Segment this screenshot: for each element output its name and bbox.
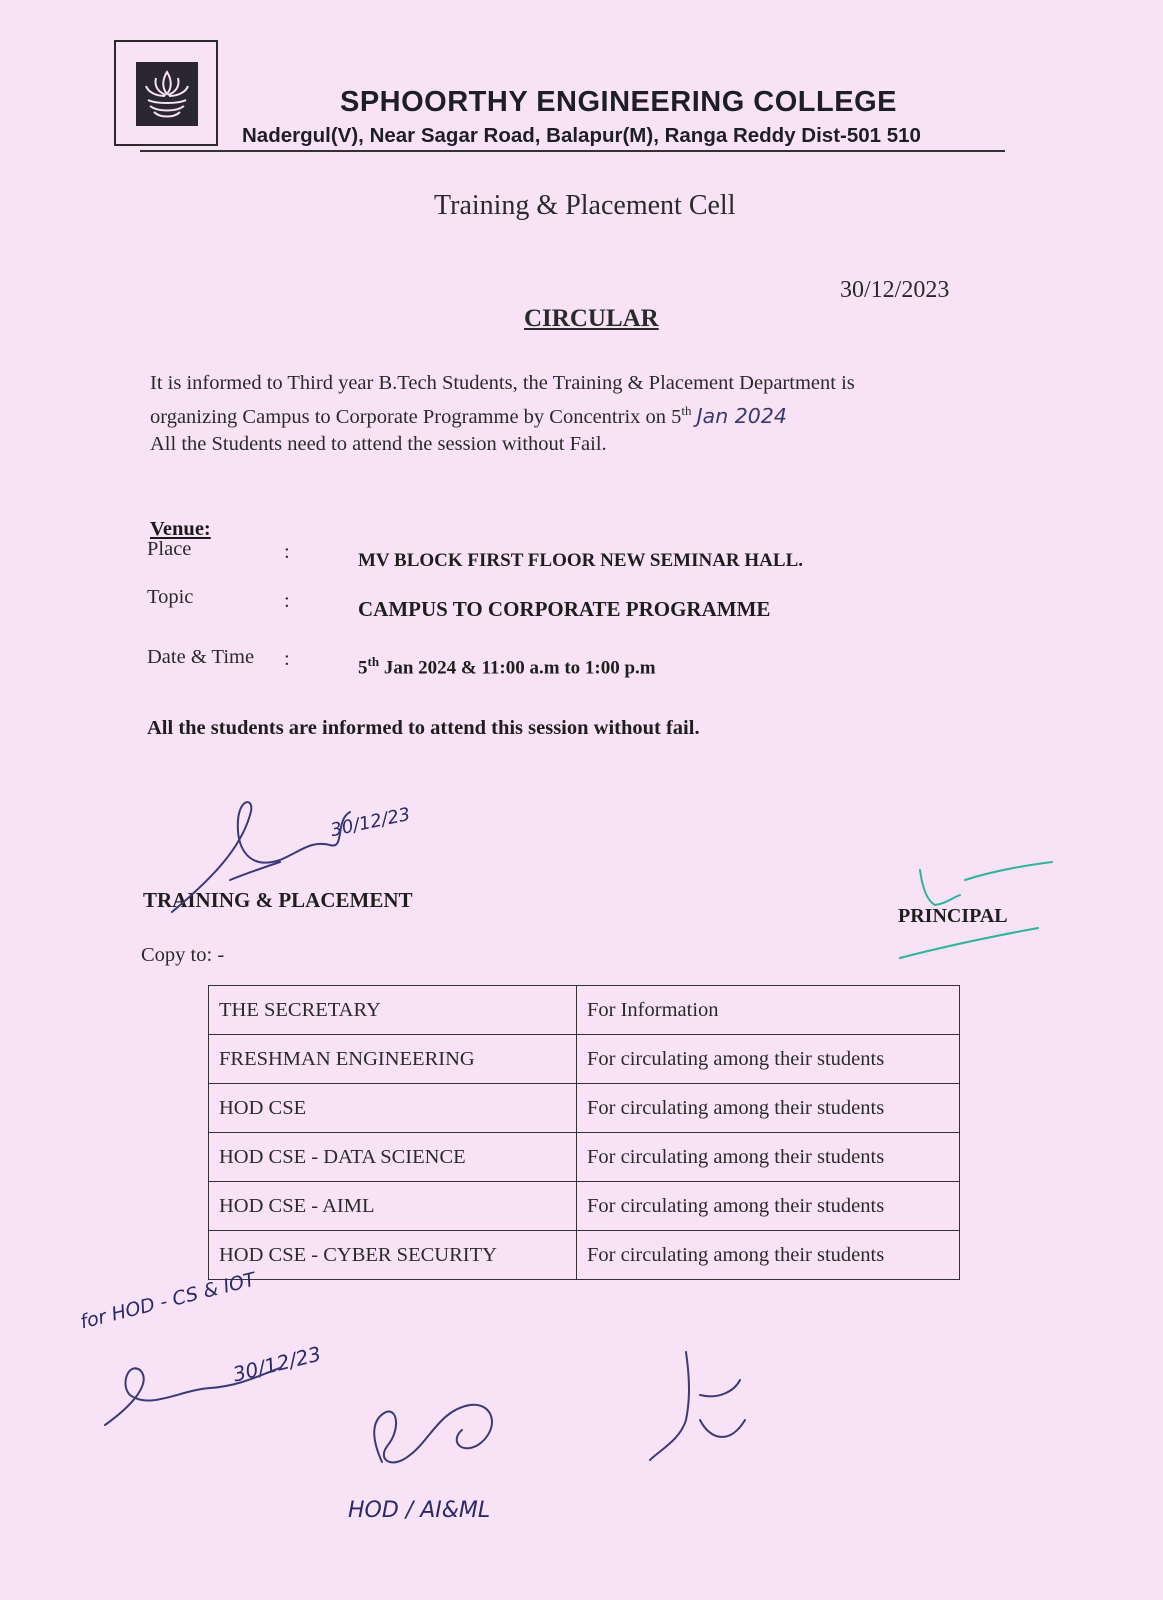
recipient-cell: FRESHMAN ENGINEERING [209, 1035, 577, 1084]
body-line-2-sup: th [681, 403, 692, 418]
purpose-cell: For circulating among their students [577, 1084, 960, 1133]
body-handwritten-date: Jan 2024 [696, 403, 787, 428]
purpose-cell: For Information [577, 986, 960, 1035]
purpose-cell: For circulating among their students [577, 1182, 960, 1231]
recipient-cell: THE SECRETARY [209, 986, 577, 1035]
dept-signature-date: 30/12/23 [328, 803, 413, 842]
recipient-cell: HOD CSE [209, 1084, 577, 1133]
purpose-cell: For circulating among their students [577, 1133, 960, 1182]
place-value: MV BLOCK FIRST FLOOR NEW SEMINAR HALL. [358, 550, 803, 571]
datetime-day: 5 [358, 657, 368, 679]
topic-value: CAMPUS TO CORPORATE PROGRAMME [358, 597, 771, 621]
principal-signatory: PRINCIPAL [898, 905, 1008, 927]
place-colon: : [284, 541, 290, 563]
datetime-rest: Jan 2024 & 11:00 a.m to 1:00 p.m [379, 657, 656, 679]
cell-title: Training & Placement Cell [434, 190, 736, 221]
body-line-2-text: organizing Campus to Corporate Programme by Concentrix on 5 [150, 405, 682, 428]
purpose-cell: For circulating among their students [577, 1035, 960, 1084]
body-line-3: All the Students need to attend the session without Fail. [150, 432, 607, 455]
recipient-cell: HOD CSE - DATA SCIENCE [209, 1133, 577, 1182]
closing-note: All the students are informed to attend this session without fail. [147, 717, 700, 739]
hod-cs-iot-note: for HOD - CS & IOT [78, 1268, 258, 1334]
college-name: SPHOORTHY ENGINEERING COLLEGE [340, 86, 897, 118]
topic-colon: : [284, 590, 290, 612]
circular-title: CIRCULAR [524, 305, 659, 332]
body-line-1: It is informed to Third year B.Tech Students, the Training & Placement Department is [150, 372, 855, 394]
place-label: Place [147, 538, 192, 560]
training-placement-signatory: TRAINING & PLACEMENT [143, 888, 413, 912]
purpose-cell: For circulating among their students [577, 1231, 960, 1280]
copy-to-label: Copy to: - [141, 944, 225, 966]
circular-date: 30/12/2023 [840, 277, 950, 303]
college-address: Nadergul(V), Near Sagar Road, Balapur(M), Ranga Reddy Dist-501 510 [242, 124, 921, 147]
venue-heading: Venue: [150, 518, 211, 540]
recipient-cell: HOD CSE - CYBER SECURITY [209, 1231, 577, 1280]
recipient-cell: HOD CSE - AIML [209, 1182, 577, 1231]
datetime-colon: : [284, 648, 290, 670]
topic-label: Topic [147, 586, 194, 608]
datetime-sup: th [367, 654, 380, 669]
hod-aiml-note: HOD / AI&ML [348, 1498, 491, 1523]
hod-signature-date: 30/12/23 [230, 1341, 324, 1387]
datetime-label: Date & Time [147, 646, 255, 668]
